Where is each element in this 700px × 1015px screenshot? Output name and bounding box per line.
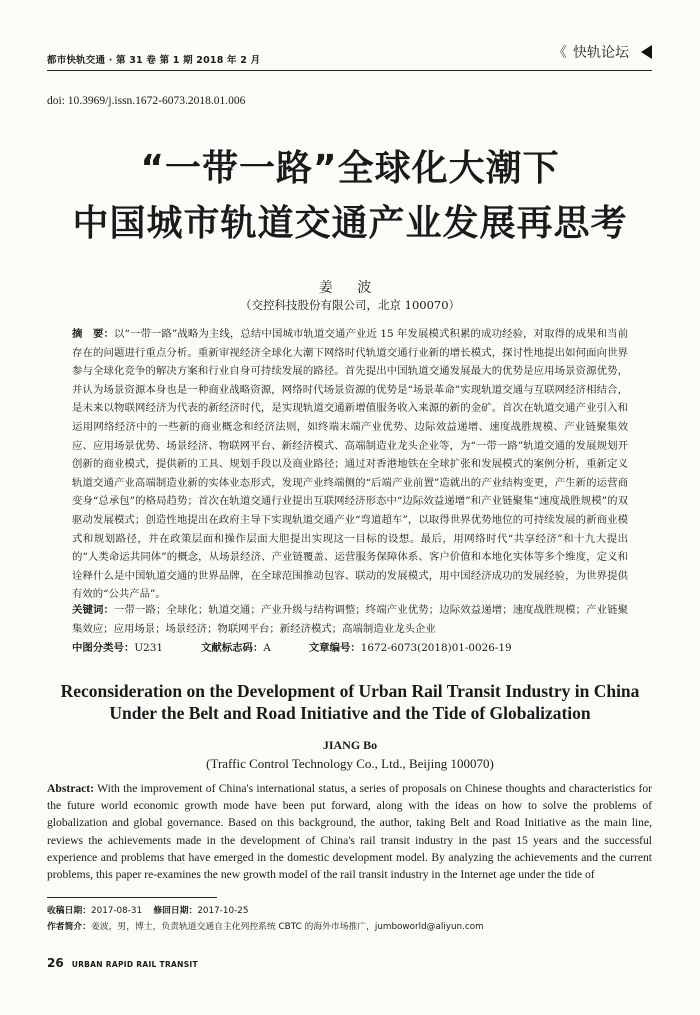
footer-journal-name: URBAN RAPID RAIL TRANSIT [71, 960, 198, 969]
clc-label: 中图分类号： [72, 642, 135, 654]
received-label: 收稿日期： [47, 906, 91, 916]
title-cn-line1: “一带一路”全球化大潮下 [140, 148, 560, 189]
abstract-cn [72, 325, 628, 604]
affiliation-en: (Traffic Control Technology Co., Ltd., Beijing 100070) [206, 756, 494, 771]
abstract-en [47, 780, 652, 883]
bio-text: 姜波，男，博士，负责轨道交通自主化列控系统 CBTC 的海外市场推广，jumboworld@aliyun.com [91, 922, 484, 932]
title-en-line1: Reconsideration on the Development of Urban Rail Transit Industry in China [60, 681, 640, 701]
author-cn: 姜 波 [318, 280, 382, 296]
keywords-cn-label: 关键词： [72, 604, 114, 616]
page-number: 26 [47, 956, 64, 970]
clc-value: U231 [134, 642, 163, 654]
page-footer [47, 956, 198, 970]
column-header [553, 42, 652, 62]
abstract-en-text: With the improvement of China's international status, a series of proposals on Chinese thoughts and characteristics for the future world economic growth mode have been put forward, along with the ideas on how to solve the problems of globalization and global governance. Based on this background, the author, taking Belt and Road Initiative as the main line, reviews the achievements made in the development of China's rail transit industry in the past 15 years and the successful experience and problems that have emerged in the domestic development model. By analyzing the achievements and the current problems, this paper re-examines the new growth model of the rail transit industry in the Internet age under the tide of [47, 782, 652, 882]
article-number-label: 文章编号： [308, 642, 361, 654]
revised-label: 修回日期： [153, 906, 198, 916]
received-date: 2017-08-31 [91, 906, 143, 916]
classification-line [72, 639, 550, 654]
abstract-en-label: Abstract: [47, 782, 95, 795]
doc-code-value: A [263, 642, 271, 654]
revised-date: 2017-10-25 [197, 906, 249, 916]
title-cn-line2: 中国城市轨道交通产业发展再思考 [72, 203, 628, 244]
footnote-rule [47, 897, 217, 898]
abstract-cn-text: 以“一带一路”战略为主线，总结中国城市轨道交通产业近 15 年发展模式积累的成功经验，对取得的成果和当前存在的问题进行重点分析。重新审视经济全球化大潮下网络时代轨道交通行业新的增长模式，探讨性地提出如何面向世界参与全球化竞争的解决方案和行业自身可持续发展的路径。首先提出中国轨道交通发展最大的优势是应用场景资源优势，并认为场景资源本身也是一种商业战略资源，网络时代场景资源的优势是“场景革命”实现轨道交通与互联网经济相结合，是未来以物联网经济为代表的新经济时代，是实现轨道交通新增值服务收入来源的新的金矿。首次在轨道交通产业引入和运用网络经济中的一些新的商业概念和经济法则，如终端末端产业优势、边际效益递增、速度战胜规模、产业链聚集效应、应用场景优势、场景经济、物联网平台、新经济模式、高端制造业龙头企业等，为“一带一路”轨道交通的发展规划开创新的商业模式，提供新的工具、规划手段以及商业路径；通过对香港地铁在全球扩张和发展模式的案例分析，重新定义轨道交通产业高端制造业新的实体业态形式，发现产业终端侧的“后端产业前置”造就出的产业结构变更，产生新的运营商变身“总承包”的格局趋势；首次在轨道交通行业提出互联网经济形态中“边际效益递增”和产业链聚集“速度战胜规模”的双驱动发展模式；创造性地提出在政府主导下实现轨道交通产业“弯道超车”，以取得世界优势地位的可持续发展的新商业模式和规划路径，并在政策层面和操作层面大胆提出实现这一目标的设想。最后，用网络时代“共享经济”和十九大提出的“人类命运共同体”的概念，从场景经济、产业链覆盖、运营服务保障体系、客户价值和本地化实体等多个维度，定义和诠释什么是中国轨道交通的世界品牌，在全球范围推动包容、联动的发展模式，用中国经济成功的发展经验，为世界提供有效的“公共产品”。 [72, 328, 629, 601]
triangle-left-icon [641, 45, 652, 59]
running-header-journal-info: 都市快轨交通 · 第 31 卷 第 1 期 2018 年 2 月 [47, 55, 261, 66]
footnote-dates [47, 903, 248, 916]
doc-code-label: 文献标志码： [200, 642, 264, 654]
doi: doi: 10.3969/j.issn.1672-6073.2018.01.006 [47, 95, 246, 107]
footnote-bio [47, 919, 484, 932]
title-en-line2: Under the Belt and Road Initiative and the Tide of Globalization [109, 703, 591, 723]
keywords-cn-text: 一带一路；全球化；轨道交通；产业升级与结构调整；终端产业优势；边际效益递增；速度战胜规模；产业链聚集效应；应用场景；场景经济；物联网平台；新经济模式；高端制造业龙头企业 [72, 604, 629, 635]
header-rule [47, 70, 652, 71]
article-number-value: 1672-6073(2018)01-0026-19 [360, 642, 512, 654]
abstract-cn-label: 摘 要： [72, 328, 115, 340]
affiliation-cn: （交控科技股份有限公司，北京 100070） [239, 298, 461, 312]
keywords-cn [72, 601, 628, 638]
double-chevron-icon: 《 [553, 45, 567, 61]
column-name: 快轨论坛 [573, 45, 629, 61]
bio-label: 作者简介： [47, 922, 91, 932]
author-en: JIANG Bo [322, 738, 378, 752]
